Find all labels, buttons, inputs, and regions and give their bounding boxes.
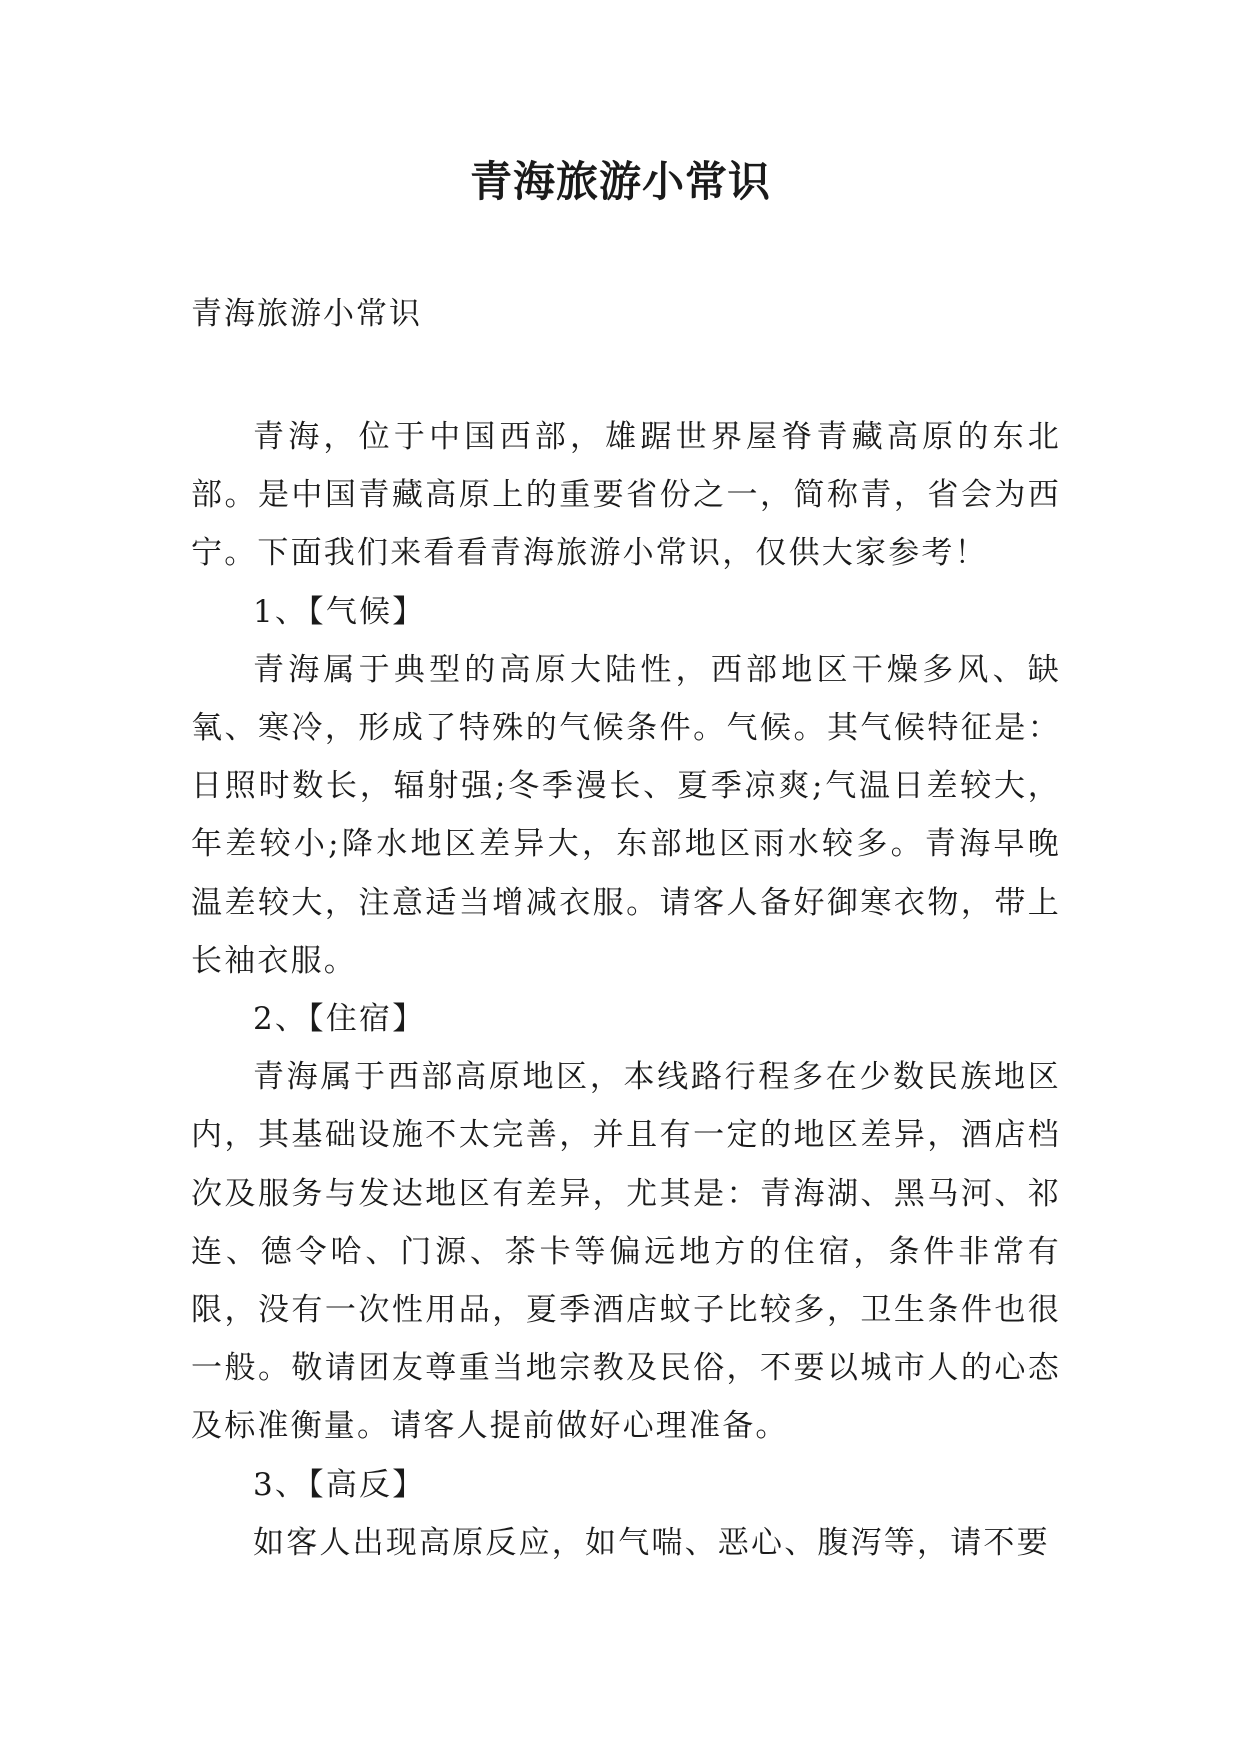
section-heading-lodging: 2、【住宿】 (253, 1001, 426, 1038)
section-heading-climate: 1、【气候】 (253, 593, 426, 630)
section-heading-altitude: 3、【高反】 (253, 1466, 426, 1503)
document-subtitle: 青海旅游小常识 (191, 296, 422, 332)
section-text-lodging: 青海属于西部高原地区，本线路行程多在少数民族地区内，其基础设施不太完善，并且有一定的地区差异，酒店档次及服务与发达地区有差异，尤其是：青海湖、黑马河、祁连、德令哈、门源、茶卡等偏远地方的住宿，条件非常有限，没有一次性用品，夏季酒店蚊子比较多，卫生条件也很一般。敬请团友尊重当地宗教及民俗，不要以城市人的心态及标准衡量。请客人提前做好心理准备。 (191, 1059, 1061, 1445)
intro-paragraph: 青海，位于中国西部，雄踞世界屋脊青藏高原的东北部。是中国青藏高原上的重要省份之一，简称青，省会为西宁。下面我们来看看青海旅游小常识，仅供大家参考！ (191, 419, 1061, 572)
document-title: 青海旅游小常识 (469, 157, 771, 206)
section-text-climate: 青海属于典型的高原大陆性，西部地区干燥多风、缺氧、寒冷，形成了特殊的气候条件。气候。其气候特征是：日照时数长，辐射强;冬季漫长、夏季凉爽;气温日差较大，年差较小;降水地区差异大，东部地区雨水较多。青海早晚温差较大，注意适当增减衣服。请客人备好御寒衣物，带上长袖衣服。 (191, 651, 1061, 979)
document-body (191, 408, 1061, 1572)
section-text-altitude: 如客人出现高原反应，如气喘、恶心、腹泻等，请不要 (253, 1524, 1050, 1561)
